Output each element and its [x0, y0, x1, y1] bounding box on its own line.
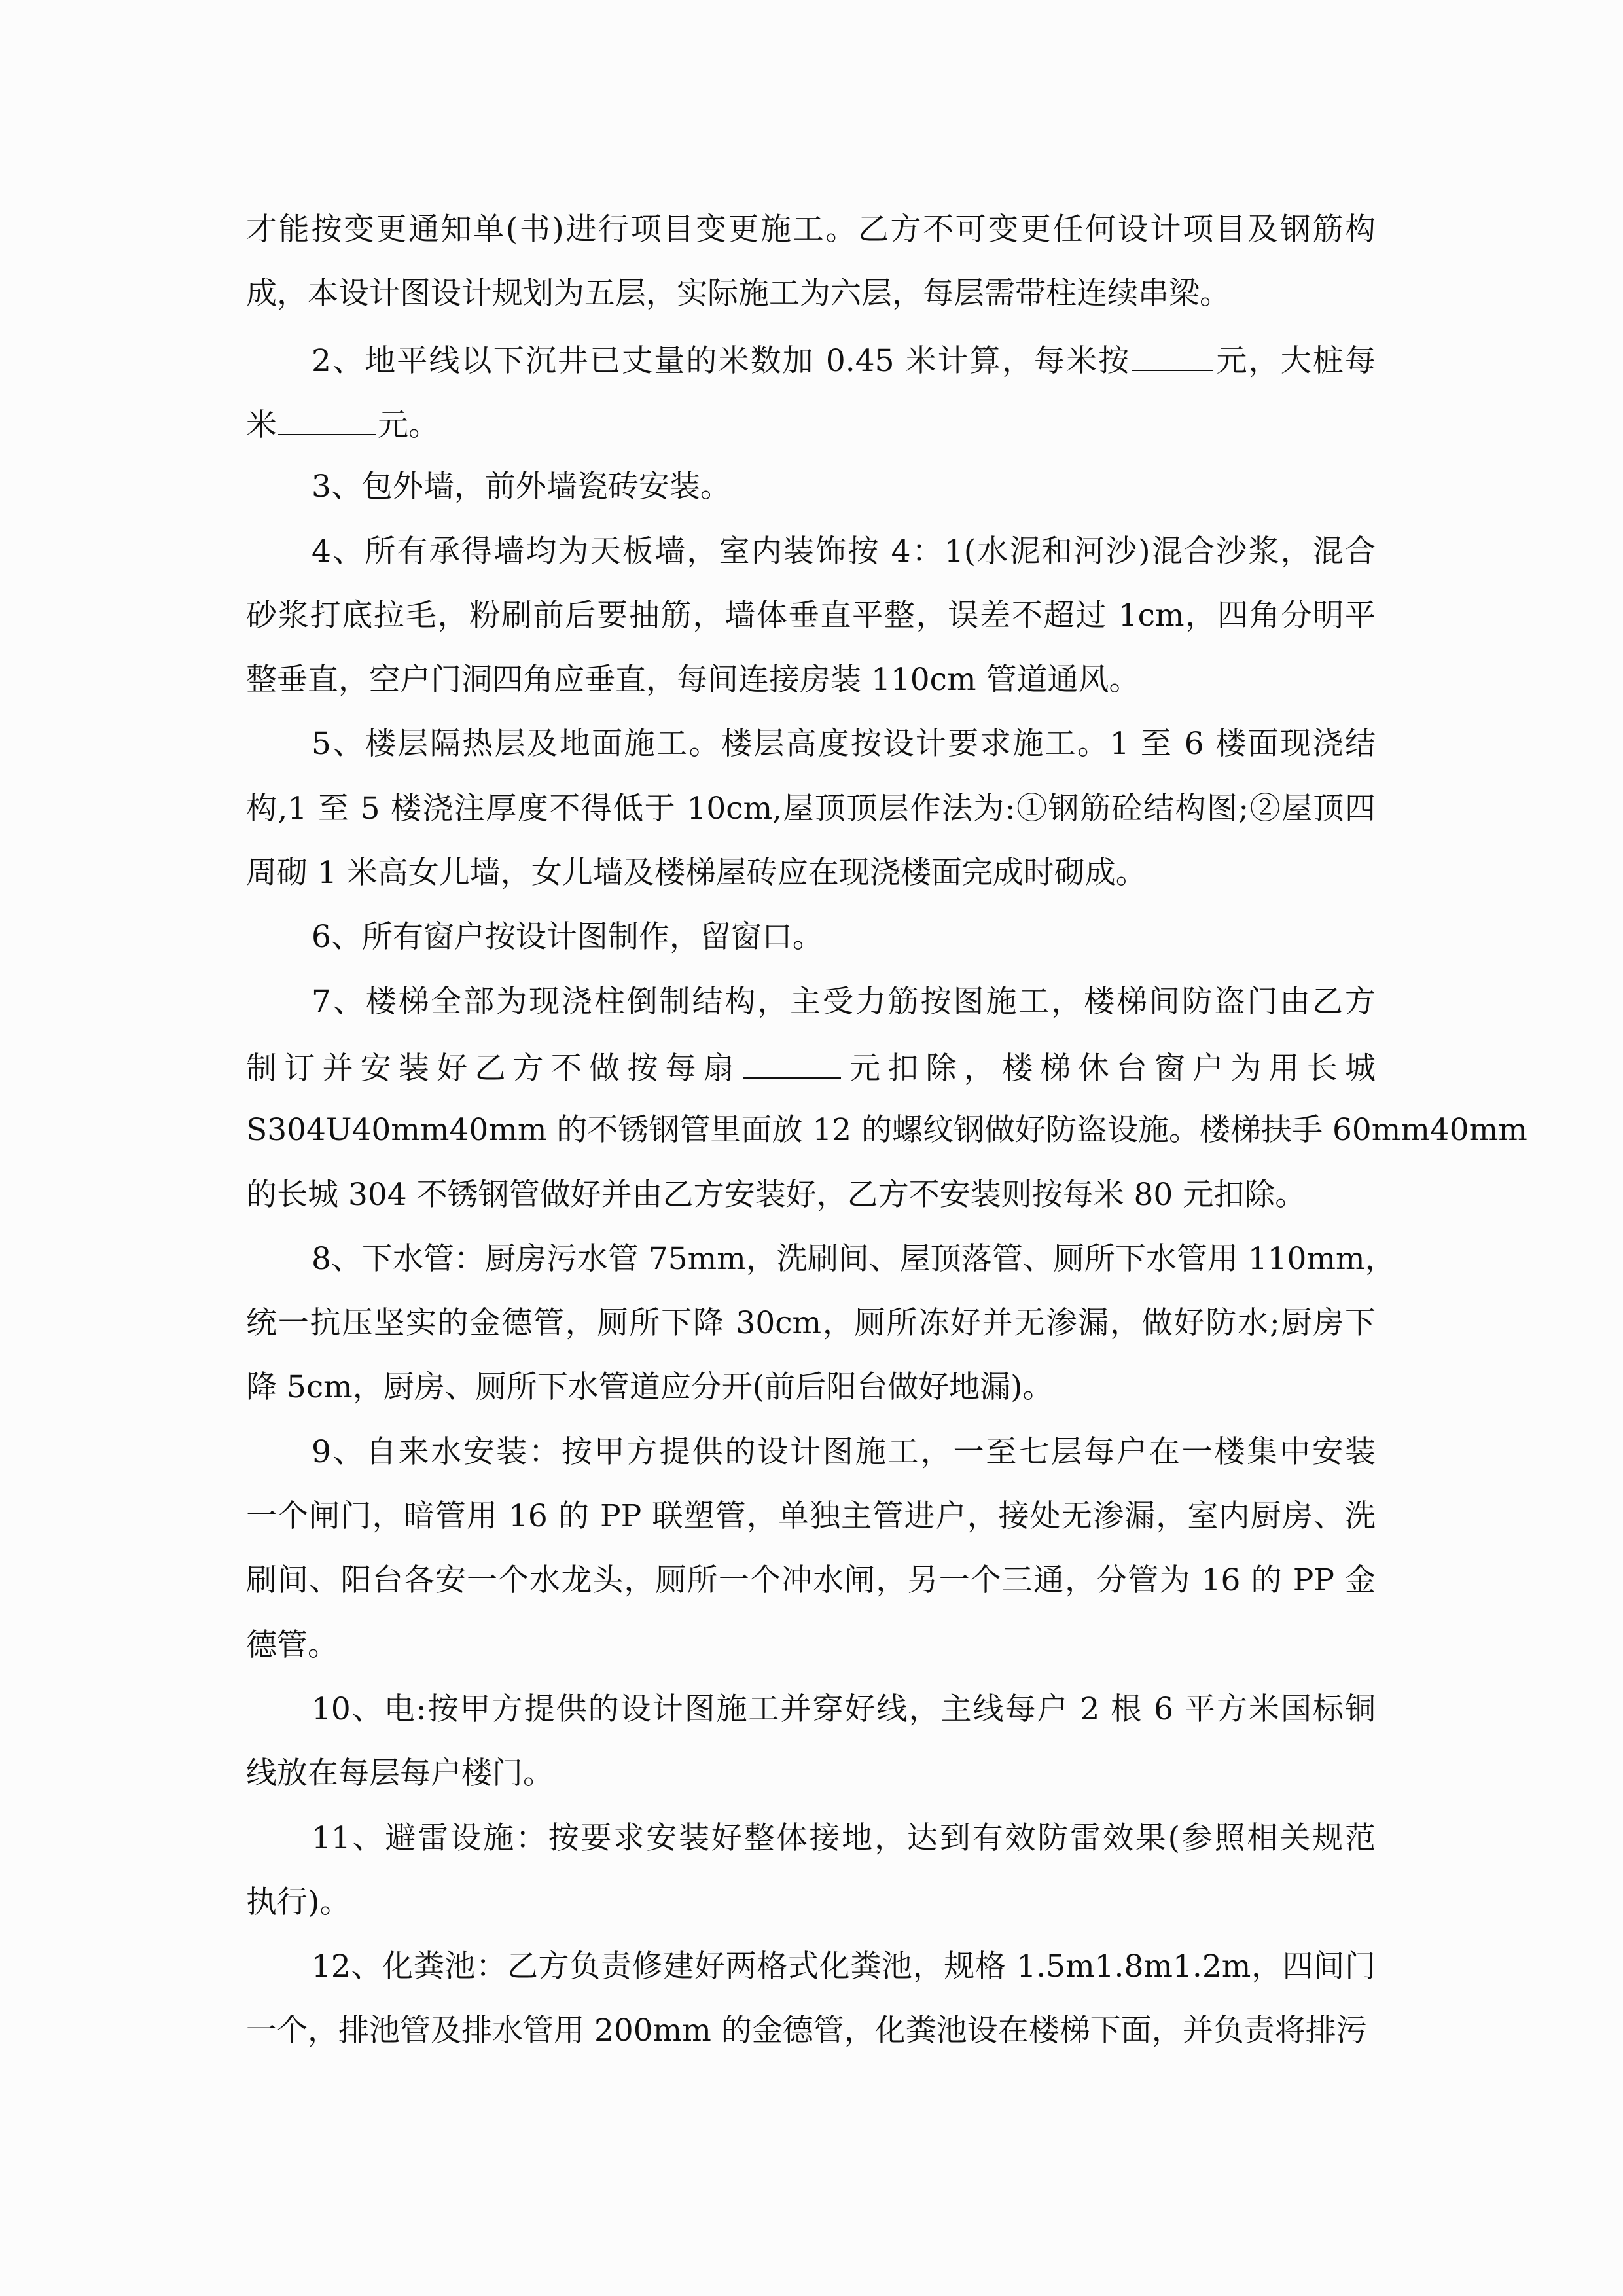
text-segment: 11、避雷设施：按要求安装好整体接地，达到有效防雷效果(参照相关规范	[312, 1820, 1376, 1856]
fill-in-blank	[743, 1043, 841, 1079]
text-line	[246, 400, 1376, 446]
fill-in-blank	[1132, 336, 1213, 371]
text-segment: 8、下水管：厨房污水管 75mm，洗刷间、屋顶落管、厕所下水管用 110mm，	[312, 1240, 1396, 1277]
text-line	[246, 1687, 1376, 1732]
text-segment: 元扣除，楼梯休台窗户为用长城	[842, 1050, 1376, 1086]
text-line	[246, 336, 1376, 382]
text-segment: 7、楼梯全部为现浇柱倒制结构，主受力筋按图施工，楼梯间防盗门由乙方	[312, 983, 1376, 1020]
text-segment: 元，大桩每	[1215, 342, 1376, 379]
text-segment: 一个闸门，暗管用 16 的 PP 联塑管，单独主管进户，接处无渗漏，室内厨房、洗	[246, 1498, 1376, 1534]
text-segment: 制订并安装好乙方不做按每扇	[246, 1050, 741, 1086]
text-line	[246, 593, 1376, 639]
text-segment: 才能按变更通知单(书)进行项目变更施工。乙方不可变更任何设计项目及钢筋构	[246, 211, 1376, 247]
text-line	[246, 2008, 1376, 2054]
text-line	[246, 1107, 1527, 1153]
text-segment: 执行)。	[246, 1884, 351, 1920]
text-segment: 周砌 1 米高女儿墙，女儿墙及楼梯屋砖应在现浇楼面完成时砌成。	[246, 855, 1147, 891]
text-segment: 统一抗压坚实的金德管，厕所下降 30cm，厕所冻好并无渗漏，做好防水;厨房下	[246, 1305, 1376, 1342]
text-line	[246, 1558, 1376, 1604]
text-line	[246, 721, 1376, 767]
text-segment: 的长城 304 不锈钢管做好并由乙方安装好，乙方不安装则按每米 80 元扣除。	[246, 1176, 1306, 1213]
text-segment: 砂浆打底拉毛，粉刷前后要抽筋，墙体垂直平整，误差不超过 1cm，四角分明平	[246, 597, 1376, 634]
text-line	[246, 1623, 1376, 1668]
text-segment: 5、楼层隔热层及地面施工。楼层高度按设计要求施工。1 至 6 楼面现浇结	[312, 726, 1376, 762]
text-segment: 米	[246, 406, 277, 443]
text-line	[246, 1043, 1376, 1089]
text-line	[246, 1429, 1376, 1475]
text-segment: 整垂直，空户门洞四角应垂直，每间连接房装 110cm 管道通风。	[246, 662, 1140, 698]
text-segment: 降 5cm，厨房、厕所下水管道应分开(前后阳台做好地漏)。	[246, 1369, 1054, 1406]
text-line	[246, 464, 1376, 510]
text-segment: 一个，排池管及排水管用 200mm 的金德管，化粪池设在楼梯下面，并负责将排污	[246, 2013, 1367, 2049]
fill-in-blank	[278, 400, 376, 435]
text-line	[246, 657, 1376, 703]
text-segment: 2、地平线以下沉井已丈量的米数加 0.45 米计算，每米按	[312, 342, 1131, 379]
text-line	[246, 914, 1376, 960]
text-line	[246, 1172, 1376, 1218]
text-line	[246, 1751, 1376, 1797]
text-line	[246, 529, 1376, 575]
text-line	[246, 1880, 1376, 1926]
text-line	[246, 1494, 1376, 1539]
text-segment: 成，本设计图设计规划为五层，实际施工为六层，每层需带柱连续串梁。	[246, 276, 1230, 312]
text-line	[246, 850, 1376, 896]
text-line	[246, 1816, 1376, 1861]
text-line	[246, 1365, 1376, 1410]
text-line	[246, 207, 1376, 253]
text-segment: 刷间、阳台各安一个水龙头，厕所一个冲水闸，另一个三通，分管为 16 的 PP 金	[246, 1562, 1376, 1599]
text-segment: 4、所有承得墙均为天板墙，室内装饰按 4：1(水泥和河沙)混合沙浆，混合	[312, 533, 1376, 569]
text-segment: 10、电:按甲方提供的设计图施工并穿好线，主线每户 2 根 6 平方米国标铜	[312, 1691, 1376, 1727]
text-segment: 德管。	[246, 1626, 338, 1663]
text-line	[246, 979, 1376, 1025]
text-segment: 12、化粪池：乙方负责修建好两格式化粪池，规格 1.5m1.8m1.2m，四间门	[312, 1948, 1376, 1985]
text-line	[246, 1944, 1376, 1990]
text-segment: 线放在每层每户楼门。	[246, 1755, 554, 1792]
text-line	[246, 271, 1376, 317]
text-segment: 3、包外墙，前外墙瓷砖安装。	[312, 469, 731, 505]
text-line	[246, 1300, 1376, 1346]
text-segment: 9、自来水安装：按甲方提供的设计图施工，一至七层每户在一楼集中安装	[312, 1433, 1376, 1470]
text-segment: 元。	[378, 406, 439, 443]
text-line	[246, 1236, 1396, 1282]
text-segment: 构,1 至 5 楼浇注厚度不得低于 10cm,屋顶顶层作法为:①钢筋砼结构图;②屋顶四	[246, 790, 1376, 827]
text-segment: S304U40mm40mm 的不锈钢管里面放 12 的螺纹钢做好防盗设施。楼梯扶手 60mm40mm	[246, 1112, 1527, 1149]
text-line	[246, 786, 1376, 832]
text-segment: 6、所有窗户按设计图制作，留窗口。	[312, 919, 823, 956]
